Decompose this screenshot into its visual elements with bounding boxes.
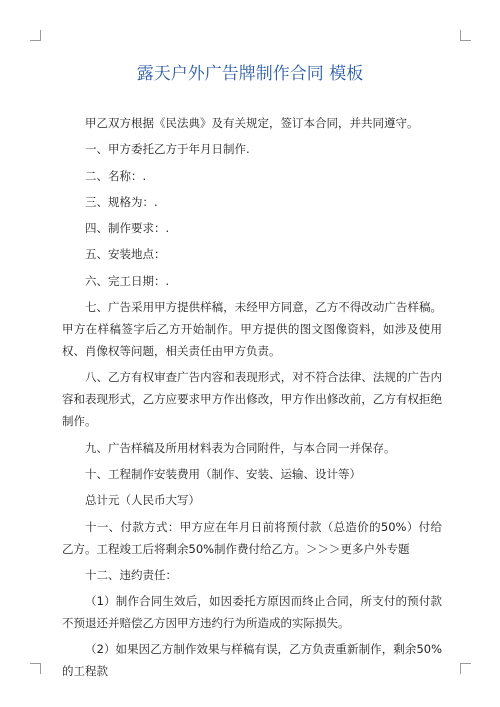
clause-4: 四、制作要求：. bbox=[85, 221, 170, 236]
clause-2: 二、名称：. bbox=[85, 168, 147, 183]
crop-mark-bottom-left bbox=[30, 663, 41, 674]
clause-12-item-2: （2）如果因乙方制作效果与样稿有误，乙方负责重新制作，剩余50%的工程款 bbox=[62, 642, 442, 679]
clause-9: 九、广告样稿及所用材料表为合同附件，与本合同一并保存。 bbox=[85, 440, 396, 455]
document-body bbox=[62, 112, 442, 687]
clause-5: 五、安装地点： bbox=[85, 247, 166, 262]
clause-3: 三、规格为：. bbox=[85, 194, 158, 209]
clause-6: 六、完工日期：. bbox=[85, 273, 170, 288]
document-title: 露天户外广告牌制作合同 模板 bbox=[136, 64, 364, 84]
clause-10: 十、工程制作安装费用（制作、安装、运输、设计等） bbox=[85, 466, 361, 481]
clause-12: 十二、违约责任： bbox=[85, 567, 177, 582]
clause-1: 一、甲方委托乙方于年月日制作. bbox=[85, 142, 250, 157]
clause-7: 七、广告采用甲方提供样稿，未经甲方同意，乙方不得改动广告样稿。甲方在样稿签字后乙方开始制作。甲方提供的图文图像资料，如涉及使用权、肖像权等问题，相关责任由甲方负责。 bbox=[62, 300, 442, 359]
crop-mark-top-left bbox=[30, 30, 41, 41]
clause-8: 八、乙方有权审查广告内容和表现形式，对不符合法律、法规的广告内容和表现形式，乙方应要求甲方作出修改，甲方作出修改前，乙方有权拒绝制作。 bbox=[62, 370, 442, 429]
crop-mark-top-right bbox=[460, 30, 471, 41]
paragraph-intro: 甲乙双方根据《民法典》及有关规定，签订本合同，并共同遵守。 bbox=[85, 116, 419, 130]
clause-11: 十一、付款方式：甲方应在年月日前将预付款（总造价的50%）付给乙方。工程竣工后将剩余50%制作费付给乙方。＞＞＞更多户外专题 bbox=[62, 519, 442, 556]
crop-mark-bottom-right bbox=[460, 663, 471, 674]
clause-12-item-1: （1）制作合同生效后，如因委托方原因而终止合同，所支付的预付款不预退还并赔偿乙方因甲方违约行为所造成的实际损失。 bbox=[62, 594, 442, 631]
total-amount: 总计元（人民币大写） bbox=[85, 493, 200, 508]
